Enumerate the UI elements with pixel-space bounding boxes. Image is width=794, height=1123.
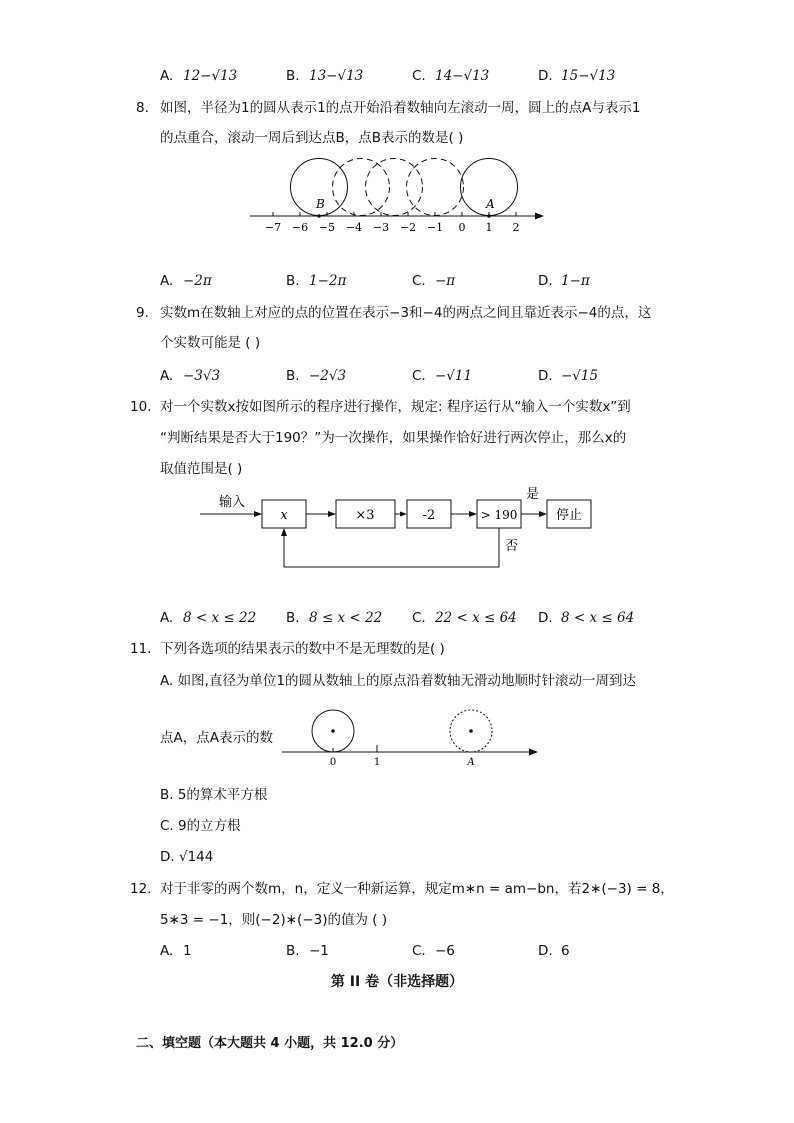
q8-point-b <box>317 214 321 218</box>
q10-number: 10. <box>130 399 152 415</box>
q8-axis-arrow <box>535 213 544 220</box>
q8-tick-label: 2 <box>512 221 520 234</box>
q11-option-a-line2: 点A，点A表示的数 <box>160 730 273 746</box>
q8-text-line1: 如图，半径为1的圆从表示1的点开始沿着数轴向左滚动一周，圆上的点A与表示1 <box>160 100 641 116</box>
q10-option-b-letter: B. <box>286 610 300 626</box>
q8-tick-label: −7 <box>264 221 282 234</box>
q10-text-line1: 对一个实数x按如图所示的程序进行操作，规定: 程序运行从“输入一个实数x”到 <box>160 399 631 415</box>
q8-rolling-circles-figure <box>245 150 555 240</box>
q7-option-c-letter: C. <box>412 68 426 84</box>
q11-option-b: B. 5的算术平方根 <box>160 787 268 803</box>
q12-option-c: −6 <box>435 943 455 959</box>
q7-option-b: 13−√13 <box>309 68 364 84</box>
q9-text-line1: 实数m在数轴上对应的点的位置在表示−3和−4的两点之间且靠近表示−4的点，这 <box>160 305 652 321</box>
flow-arrowhead-loop <box>281 528 287 536</box>
q8-ticks <box>265 212 520 234</box>
q12-option-a-letter: A. <box>160 943 174 959</box>
q12-option-b: −1 <box>309 943 329 959</box>
q8-option-d-letter: D. <box>538 273 553 289</box>
q11-text-line1: 下列各选项的结果表示的数中不是无理数的是( ) <box>160 641 445 657</box>
q11-option-a-line1: A. 如图,直径为单位1的圆从数轴上的原点沿着数轴无滑动地顺时针滚动一周到达 <box>160 673 636 689</box>
q7-option-d: 15−√13 <box>561 68 616 84</box>
q8-option-c-letter: C. <box>412 273 426 289</box>
q10-option-a-letter: A. <box>160 610 174 626</box>
q11-number: 11. <box>130 641 152 657</box>
q10-text-line3: 取值范围是( ) <box>160 461 243 477</box>
q10-option-c: 22 < x ≤ 64 <box>435 610 517 626</box>
q9-text-line2: 个实数可能是 ( ) <box>160 335 261 351</box>
q8-option-b-letter: B. <box>286 273 300 289</box>
q8-tick-label: 1 <box>485 221 493 234</box>
q12-option-c-letter: C. <box>412 943 426 959</box>
flow-arrowhead-yes <box>539 511 547 517</box>
q11-label-a: A <box>467 757 475 768</box>
q8-option-c: −π <box>435 273 456 289</box>
q8-tick-label: −5 <box>318 221 336 234</box>
flow-no-label: 否 <box>505 539 519 554</box>
q9-option-c: −√11 <box>435 368 473 384</box>
q11-label-1: 1 <box>373 757 381 768</box>
q7-option-c: 14−√13 <box>435 68 490 84</box>
q12-option-d-letter: D. <box>538 943 553 959</box>
q8-circle-dashed-1 <box>333 159 390 216</box>
q9-option-c-letter: C. <box>412 368 426 384</box>
flow-box-stop-label: 停止 <box>555 508 583 523</box>
q8-tick-label: −3 <box>372 221 390 234</box>
q7-option-d-letter: D. <box>538 68 553 84</box>
q8-label-a: A <box>486 197 495 211</box>
q10-option-d: 8 < x ≤ 64 <box>561 610 635 626</box>
q12-text-line1: 对于非零的两个数m，n，定义一种新运算，规定m∗n = am−bn，若2∗(−3) = 8， <box>160 881 674 897</box>
q8-text-line2: 的点重合，滚动一周后到达点B，点B表示的数是( ) <box>160 130 464 146</box>
flow-box-subtract-label: -2 <box>422 508 436 523</box>
q7-option-a-letter: A. <box>160 68 174 84</box>
q9-number: 9. <box>136 305 149 321</box>
q11-axis-arrow <box>529 749 538 756</box>
q11-label-0: 0 <box>329 757 337 768</box>
q8-label-b: B <box>316 197 325 211</box>
q9-option-a: −3√3 <box>183 368 221 384</box>
q8-point-a <box>487 214 491 218</box>
q8-circle-dashed-3 <box>407 159 464 216</box>
q9-option-d-letter: D. <box>538 368 553 384</box>
q7-option-b-letter: B. <box>286 68 300 84</box>
flow-box-multiply-label: ×3 <box>355 508 375 523</box>
q9-option-a-letter: A. <box>160 368 174 384</box>
q12-option-b-letter: B. <box>286 943 300 959</box>
q10-option-a: 8 < x ≤ 22 <box>183 610 257 626</box>
q8-option-a-letter: A. <box>160 273 174 289</box>
flow-input-label: 输入 <box>219 495 246 510</box>
q10-flowchart <box>195 480 605 575</box>
q11-circle-origin-center <box>331 729 335 733</box>
q10-option-b: 8 ≤ x < 22 <box>309 610 383 626</box>
part2-title: 第 II 卷（非选择题） <box>330 974 464 990</box>
q8-circle-dashed-2 <box>366 159 423 216</box>
q9-option-b: −2√3 <box>309 368 347 384</box>
section2-title: 二、填空题（本大题共 4 小题，共 12.0 分） <box>136 1036 404 1051</box>
q12-option-a: 1 <box>183 943 192 959</box>
q10-option-c-letter: C. <box>412 610 426 626</box>
q11-rolling-circle-figure <box>278 700 548 772</box>
q10-option-d-letter: D. <box>538 610 553 626</box>
flow-arrowhead-3 <box>469 511 477 517</box>
q9-option-d: −√15 <box>561 368 599 384</box>
flow-loop-back <box>284 528 499 567</box>
flow-arrowhead-1 <box>328 511 336 517</box>
q8-tick-label: −6 <box>291 221 309 234</box>
q12-text-line2: 5∗3 = −1，则(−2)∗(−3)的值为 ( ) <box>160 912 388 928</box>
q10-text-line2: “判断结果是否大于190？”为一次操作，如果操作恰好进行两次停止，那么x的 <box>160 430 627 446</box>
q12-number: 12. <box>130 881 152 897</box>
q8-tick-label: −4 <box>345 221 363 234</box>
q8-number: 8. <box>136 100 149 116</box>
flow-arrowhead-2 <box>400 512 407 517</box>
q11-circle-rolled-center <box>469 729 473 733</box>
q8-option-d: 1−π <box>561 273 590 289</box>
q8-option-a: −2π <box>183 273 212 289</box>
q7-option-a: 12−√13 <box>183 68 238 84</box>
q8-option-b: 1−2π <box>309 273 347 289</box>
flow-yes-label: 是 <box>526 487 540 502</box>
flow-arrowhead-input <box>254 511 262 517</box>
q8-tick-label: 0 <box>458 221 466 234</box>
flow-box-x-label: x <box>280 508 288 523</box>
q12-option-d: 6 <box>561 943 570 959</box>
q11-option-c: C. 9的立方根 <box>160 818 241 834</box>
flow-box-compare-label: > 190 <box>480 508 518 522</box>
q8-tick-label: −1 <box>426 221 444 234</box>
q8-tick-label: −2 <box>399 221 417 234</box>
q9-option-b-letter: B. <box>286 368 300 384</box>
q11-option-d: D. √144 <box>160 849 214 865</box>
